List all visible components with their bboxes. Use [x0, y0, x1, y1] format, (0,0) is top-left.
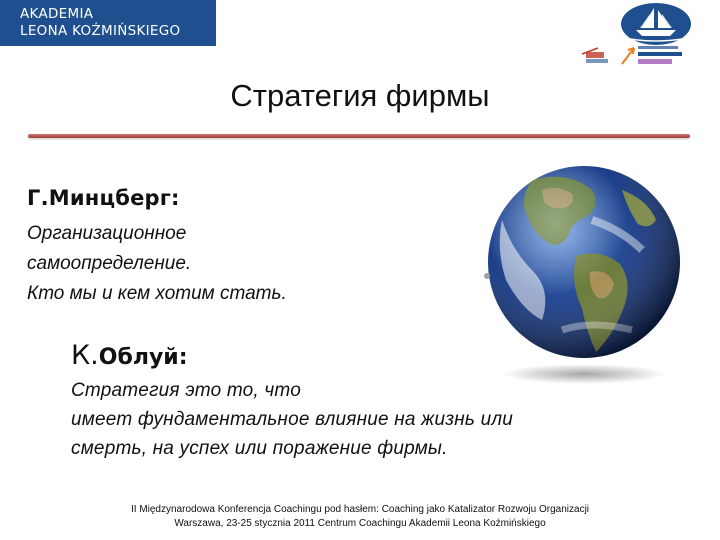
quote2-line: смерть, на успех или поражение фирмы. — [71, 438, 448, 459]
logo-line-1: AKADEMIA — [20, 6, 94, 22]
author2-initial: К. — [71, 340, 99, 371]
slide-title: Стратегия фирмы — [230, 78, 490, 113]
author-mintzberg: Г.Минцберг: — [27, 186, 180, 210]
quote1-line: самоопределение. — [27, 253, 192, 274]
earth-globe-icon — [472, 160, 704, 392]
quote1-line: Кто мы и кем хотим стать. — [27, 283, 287, 304]
author2-name: Облуй: — [98, 345, 188, 370]
footer-line-2: Warszawa, 23-25 stycznia 2011 Centrum Coachingu Akademii Leona Koźmińskiego — [174, 518, 546, 529]
partner-logos-icon — [578, 42, 688, 70]
quote2-line: Стратегия это то, что — [71, 380, 301, 401]
quote2-line: имеет фундаментальное влияние на жизнь или — [71, 409, 514, 430]
quote-mintzberg — [27, 219, 427, 309]
logo-line-2: LEONA KOŹMIŃSKIEGO — [20, 23, 181, 39]
ship-emblem-icon — [620, 2, 692, 46]
title-divider — [28, 134, 690, 138]
academy-logo — [0, 0, 216, 46]
author-obluj — [71, 340, 188, 371]
footer-line-1: II Międzynarodowa Konferencja Coachingu pod hasłem: Coaching jako Katalizator Rozwoju Organizacji — [130, 504, 590, 515]
quote1-line: Организационное — [27, 223, 187, 244]
footer — [0, 503, 720, 531]
